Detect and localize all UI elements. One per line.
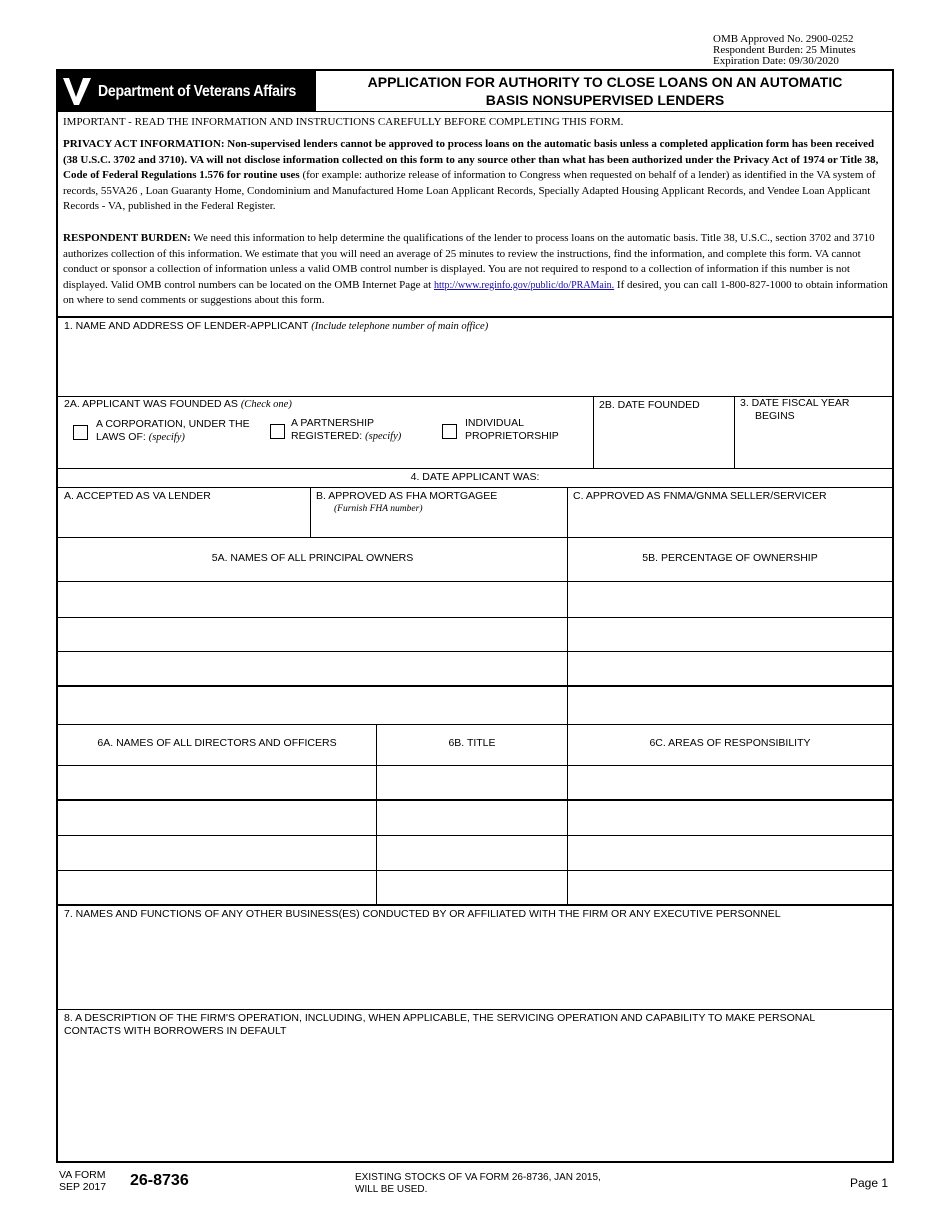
- fiscal-year-begins-input[interactable]: [735, 425, 892, 467]
- owner-percentage-input-2[interactable]: [568, 618, 892, 651]
- page-number: Page 1: [850, 1176, 889, 1190]
- field-1-label: 1. NAME AND ADDRESS OF LENDER-APPLICANT (Include telephone number of main office): [64, 320, 489, 332]
- individual-proprietorship-checkbox[interactable]: [442, 424, 457, 439]
- field-4b-hint: (Furnish FHA number): [334, 504, 423, 514]
- respondent-burden-info: [63, 231, 888, 309]
- director-name-input-3[interactable]: [58, 836, 376, 870]
- owner-name-input-4[interactable]: [58, 687, 567, 724]
- field-5b-label: 5B. PERCENTAGE OF OWNERSHIP: [642, 552, 818, 564]
- director-name-input-2[interactable]: [58, 801, 376, 835]
- corporation-option-label: A CORPORATION, UNDER THE LAWS OF: (specify): [96, 418, 250, 443]
- director-responsibility-input-3[interactable]: [568, 836, 892, 870]
- field-2a-label: 2A. APPLICANT WAS FOUNDED AS (Check one): [64, 398, 292, 410]
- respondent-burden: Respondent Burden: 25 Minutes: [713, 44, 856, 56]
- footer-va-form: VA FORM: [59, 1169, 106, 1181]
- director-responsibility-input-1[interactable]: [568, 766, 892, 799]
- form-number: 26-8736: [130, 1172, 189, 1189]
- director-title-input-1[interactable]: [377, 766, 567, 799]
- field-7-label: 7. NAMES AND FUNCTIONS OF ANY OTHER BUSINESS(ES) CONDUCTED BY OR AFFILIATED WITH THE FIRM OR ANY EXECUTIVE PERSONNEL: [64, 908, 781, 920]
- form-title-line1: APPLICATION FOR AUTHORITY TO CLOSE LOANS ON AN AUTOMATIC: [367, 74, 843, 90]
- owner-name-input-2[interactable]: [58, 618, 567, 651]
- director-title-input-2[interactable]: [377, 801, 567, 835]
- lender-name-address-input[interactable]: [58, 334, 892, 396]
- fha-mortgagee-date-input[interactable]: [311, 515, 566, 536]
- va-seal-icon: [62, 75, 92, 107]
- expiration-date: Expiration Date: 09/30/2020: [713, 55, 839, 67]
- footer-form-label: [59, 1170, 106, 1193]
- form-body: [56, 69, 894, 1163]
- omb-approved-number: OMB Approved No. 2900-0252: [713, 33, 854, 45]
- field-5a-label: 5A. NAMES OF ALL PRINCIPAL OWNERS: [211, 552, 414, 564]
- pra-link[interactable]: http://www.reginfo.gov/public/do/PRAMain.: [433, 279, 615, 291]
- fnma-gnma-date-input[interactable]: [568, 503, 892, 536]
- owner-name-input-1[interactable]: [58, 582, 567, 617]
- date-founded-input[interactable]: [594, 413, 733, 467]
- existing-stocks-note: EXISTING STOCKS OF VA FORM 26-8736, JAN 2015, WILL BE USED.: [355, 1172, 601, 1195]
- director-name-input-4[interactable]: [58, 871, 376, 904]
- privacy-heading: PRIVACY ACT INFORMATION:: [63, 138, 225, 150]
- other-businesses-input[interactable]: [58, 922, 892, 1009]
- owner-percentage-input-4[interactable]: [568, 687, 892, 724]
- corporation-checkbox[interactable]: [73, 425, 88, 440]
- field-6c-label: 6C. AREAS OF RESPONSIBILITY: [649, 737, 811, 749]
- director-name-input-1[interactable]: [58, 766, 376, 799]
- privacy-text: (for example: authorize release of information to Congress when requested on behalf of a lender) as identified in the VA system of records, 55VA26 , Loan Guaranty Home, Condominium and Manufactured Home Loan Applicant Records, Specially Adapted Housing Applicant Records, and Vendee Loan Applicant Records - VA, published in the Federal Register.: [63, 169, 876, 212]
- individual-option-label: INDIVIDUAL PROPRIETORSHIP: [465, 417, 559, 442]
- agency-name: Department of Veterans Affairs: [98, 83, 297, 100]
- privacy-bold-text: Non-supervised lenders cannot be approved to process loans on the automatic basis unless a completed application form has been received (38 U.S.C. 3702 and 3710). VA will not disclose information collected on this form to any source other than what has been authorized under the Privacy Act of 1974 or Title 38, Code of Federal Regulations 1.576 for routine uses: [63, 138, 879, 181]
- partnership-option-label: A PARTNERSHIP REGISTERED: (specify): [291, 417, 402, 442]
- burden-heading: RESPONDENT BURDEN:: [63, 232, 191, 244]
- field-4a-label: A. ACCEPTED AS VA LENDER: [64, 490, 211, 502]
- director-responsibility-input-4[interactable]: [568, 871, 892, 904]
- owner-percentage-input-3[interactable]: [568, 652, 892, 685]
- footer-date: SEP 2017: [59, 1180, 107, 1193]
- form-title-line2: BASIS NONSUPERVISED LENDERS: [485, 92, 725, 108]
- director-responsibility-input-2[interactable]: [568, 801, 892, 835]
- partnership-checkbox[interactable]: [270, 424, 285, 439]
- field-6a-label: 6A. NAMES OF ALL DIRECTORS AND OFFICERS: [97, 737, 337, 749]
- director-title-input-4[interactable]: [377, 871, 567, 904]
- field-4c-label: C. APPROVED AS FNMA/GNMA SELLER/SERVICER: [573, 490, 827, 502]
- privacy-act-info: [63, 137, 888, 215]
- field-2b-label: 2B. DATE FOUNDED: [599, 399, 700, 411]
- owner-name-input-3[interactable]: [58, 652, 567, 685]
- form-title: [320, 73, 890, 109]
- field-6b-label: 6B. TITLE: [448, 737, 496, 749]
- field-4b-label: B. APPROVED AS FHA MORTGAGEE: [316, 490, 498, 502]
- va-logo: [58, 71, 315, 111]
- field-3-label: 3. DATE FISCAL YEAR BEGINS: [740, 397, 850, 422]
- firm-operation-description-input[interactable]: [58, 1041, 892, 1161]
- director-title-input-3[interactable]: [377, 836, 567, 870]
- burden-text: We need this information to help determine the qualifications of the lender to process loans on the automatic basis. Title 38, U.S.C., section 3702 and 3710 authorizes collection of this information. We estimate that you will need an average of 25 minutes to review the instructions, find the information, and complete this form. VA cannot conduct or sponsor a collection of information unless a valid OMB control number is displayed. You are not required to respond to a collection of information if this number is not displayed. Valid OMB control numbers can be located on the OMB Internet Page at: [63, 232, 875, 291]
- omb-info: [713, 34, 856, 67]
- accepted-va-lender-date-input[interactable]: [58, 503, 309, 536]
- field-4-label: 4. DATE APPLICANT WAS:: [410, 471, 540, 483]
- important-notice: IMPORTANT - READ THE INFORMATION AND INSTRUCTIONS CAREFULLY BEFORE COMPLETING THIS FORM.: [63, 116, 624, 128]
- owner-percentage-input-1[interactable]: [568, 582, 892, 617]
- field-8-label: 8. A DESCRIPTION OF THE FIRM'S OPERATION, INCLUDING, WHEN APPLICABLE, THE SERVICING OPERATION AND CAPABILITY TO MAKE PERSONAL CONTACTS WITH BORROWERS IN DEFAULT: [64, 1012, 816, 1037]
- burden-tail: If desired, you can call 1-800-827-1000 to obtain information on where to send comments or suggestions about this form.: [63, 278, 888, 306]
